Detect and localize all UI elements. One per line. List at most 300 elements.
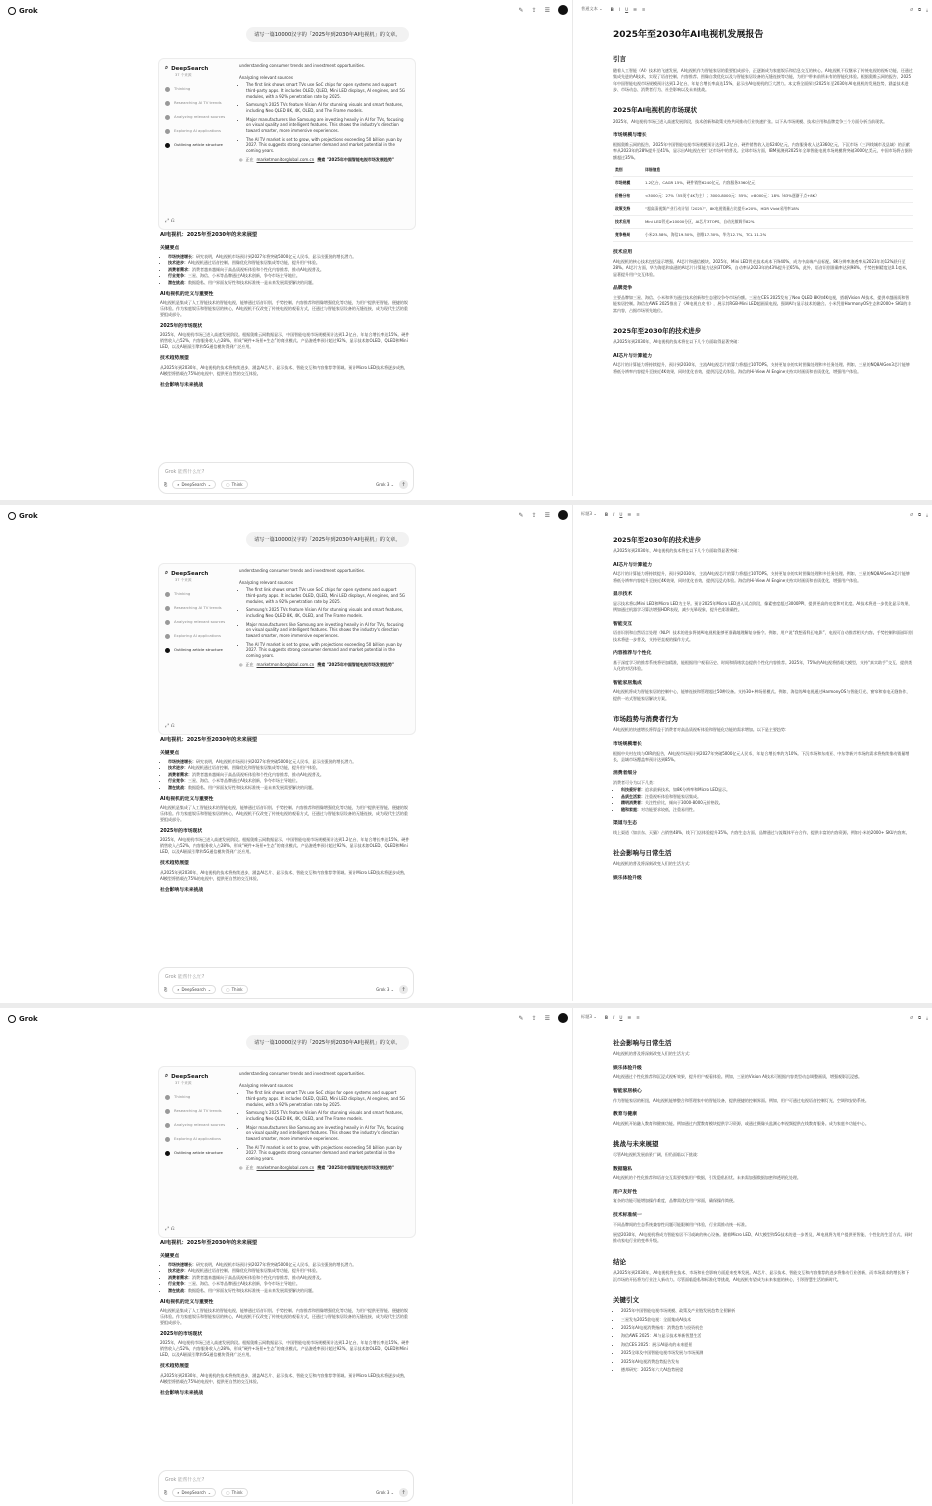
browsing-site[interactable]: marketmonitorglobal.com.cn	[256, 156, 315, 162]
table-cell: 价格分布	[613, 190, 643, 203]
key-points-heading: 关键要点	[160, 750, 180, 756]
share-icon[interactable]: ⇪	[531, 6, 537, 14]
doc-paragraph: AI芯片的计算能力将持续提升，预计到2030年，主流AI电视芯片的算力将超过10TOPS。支持更复杂的实时图像处理和多任务处理。例如，三星的NQ8AIGen3芯片能够将低分辨率内容提升至接近4K效果，同时优化音效，提供沉浸式体验。海信的Hi-View AI Engine支持实时画质和音质优化，增强用户体验。	[613, 362, 910, 374]
think-toggle-label: Think	[231, 482, 243, 487]
table-header-cell: 类别	[613, 164, 643, 177]
expand-icon[interactable]: ⤢ ⎌	[165, 723, 175, 729]
doc-subheading: 智能家居核心	[613, 1088, 642, 1094]
doc-subheading: 显示技术	[613, 592, 633, 598]
section-text: 从2025年到2030年，AI电视机的技术将持续进步，涵盖AI芯片、显示技术、智能交互和内容推荐等领域。预计Micro LED技术将逐步成熟，AI模型将搭载在75%的电视中，提供更自然的交互体验。	[160, 869, 409, 881]
doc-paragraph: 消费者可分为以下几类：	[613, 779, 657, 785]
doc-subheading: 技术应用	[613, 250, 633, 256]
step-item[interactable]	[165, 86, 229, 92]
reference-link[interactable]: • 2025全球及中国智能电视市场发展与市场预测	[621, 1350, 913, 1356]
key-points-heading: 关键要点	[160, 245, 180, 251]
step-label: Outlining article structure	[174, 647, 223, 652]
doc-toolbar	[581, 1014, 928, 1020]
step-label: Researching AI TV trends	[174, 100, 222, 105]
key-point-text: 消费者越来越倾向于高品质视听体验和个性化内容推荐，推动AI电视普及。	[192, 266, 324, 272]
deepsearch-details	[239, 63, 407, 162]
answer	[160, 737, 410, 896]
deepsearch-bullets	[239, 82, 407, 153]
step-item[interactable]	[165, 605, 229, 611]
step-item[interactable]	[165, 1150, 229, 1156]
table-row	[613, 229, 913, 242]
document-pane	[573, 0, 932, 496]
doc-paragraph: 从2025年到2030年，AI电视机将在技术、市场和社会影响方面迎来变革发展。AI芯片、显示技术、智能交互和内容推荐的进步将推动行业创新，而市场需求的增长和下沉市场的开拓将为行业注入新动力。尽管面临隐私和标准化等挑战，AI电视机有望成为未来家庭的核心，引领智慧生活的新时代。	[613, 1270, 910, 1282]
think-toggle[interactable]	[221, 480, 247, 489]
copy-icon[interactable]: ⧉	[918, 1014, 922, 1020]
bullet-list-icon[interactable]: ☰	[633, 6, 637, 12]
key-point-text: 三星、海信、小米等品牌通过AI技术创新，争夺市场主导地位。	[188, 778, 300, 784]
attach-icon[interactable]: ⎘	[164, 482, 168, 487]
bold-button[interactable]: B	[604, 1014, 609, 1020]
deepsearch-details	[239, 568, 407, 667]
doc-subheading: 娱乐体验升级	[613, 1065, 642, 1071]
bullet-item: • The first link shows smart TVs use SoC chips for open systems and support third-party apps. It includes OLED, QLED, Mini LED displays, AI engines, and 5G modules, with a 92% penetration rate by 2025.	[246, 1090, 407, 1107]
avatar[interactable]	[558, 510, 568, 520]
doc-paragraph: 主要品牌如三星、海信、小米和华为通过技术创新和生态建设争夺市场份额。三星在CES 2025发布了Neo QLED 8K和4K电视，搭载Vision AI技术，提供卓越画质和智能家居控制。海信在AWE 2025推出了《AI电视白皮书》，展示其RGB-Mini LED超画质电视。强调AI与显示技术的融合。小米凭借HarmonyOS生态和2000+ SKU的丰富内容，占据市场领先地位。	[613, 294, 912, 313]
input-controls	[164, 480, 408, 489]
doc-heading: 结论	[613, 1257, 626, 1266]
italic-button[interactable]: I	[613, 1014, 615, 1020]
style-select[interactable]: 标题3 ⌄	[581, 1014, 597, 1019]
deepsearch-toggle[interactable]	[172, 985, 216, 994]
doc-heading: 市场趋势与消费者行为	[613, 715, 678, 724]
avatar[interactable]	[558, 1013, 568, 1023]
deepsearch-toggle[interactable]	[172, 480, 216, 489]
send-button[interactable]: ↑	[399, 480, 408, 489]
key-point-label: 行业竞争：	[168, 778, 188, 784]
edit-icon[interactable]: ✎	[518, 6, 524, 14]
doc-toolbar	[581, 6, 928, 12]
style-select-value: 标题3	[581, 1014, 593, 1019]
step-label: Outlining article structure	[174, 1150, 223, 1155]
think-toggle-label: Think	[231, 987, 243, 992]
section-heading: 2025年的市场现状	[160, 1332, 203, 1338]
table-cell: 政策支持	[613, 203, 643, 216]
segment-list	[613, 787, 913, 813]
bullet-list-icon[interactable]: ☰	[627, 1014, 632, 1020]
deepsearch-bullets	[239, 587, 407, 658]
numbered-list-icon[interactable]: ≡	[641, 6, 646, 12]
doc-paragraph: 尽管AI电视机发展前景广阔，但仍面临以下挑战：	[613, 1152, 701, 1158]
think-toggle[interactable]	[221, 1488, 247, 1497]
reference-link[interactable]: • 2025年AI电视消费指南：消费趋势与投资机会	[621, 1325, 913, 1331]
step-label: Thinking	[174, 1094, 191, 1099]
table-cell: 技术应用	[613, 216, 643, 229]
key-point-text: 数据隐私、用户界面友好性和技术标准统一是未来发展需要解决的问题。	[188, 279, 316, 285]
step-dot-icon	[165, 1123, 170, 1128]
style-select[interactable]: 标题3 ⌄	[581, 511, 597, 516]
table-row	[613, 177, 913, 190]
panel-2	[0, 505, 932, 1001]
key-point	[168, 785, 410, 791]
table-row	[613, 203, 913, 216]
user-message: 请写一篇10000汉字的「2025年到2030年AI电视机」的文章。	[246, 532, 409, 547]
browsing-status	[239, 157, 407, 163]
grok-brand[interactable]	[8, 1015, 38, 1023]
doc-paragraph: AI电视机的个性化推荐和语音交互需要收集用户数据，引发隐私担忧。未来需加强数据加密和透明化处理。	[613, 1175, 801, 1181]
deepsearch-panel	[158, 1066, 416, 1238]
doc-paragraph: AI电视通过个性化推荐和沉浸式视听效果，提升用户观看体验。例如，三星的Vision AI技术可根据内容类型动态调整画质，增强观影沉浸感。	[613, 1074, 863, 1080]
table-header	[613, 164, 913, 177]
key-point-label: 技术进步：	[168, 1268, 188, 1274]
table-row	[613, 216, 913, 229]
key-point-label: 潜在挑战：	[168, 784, 188, 790]
list-item-text: 关注性价比，倾向于3000-8000元价格段。	[645, 800, 723, 806]
chevron-down-icon: ⌄	[207, 987, 212, 992]
deepsearch-intro: understanding consumer trends and investment opportunities.	[239, 63, 365, 68]
key-point-label: 行业竞争：	[168, 1281, 188, 1287]
attach-icon[interactable]: ⎘	[164, 1490, 168, 1495]
share-icon[interactable]: ⇪	[531, 511, 537, 519]
copy-icon[interactable]: ⧉	[918, 511, 922, 517]
deepsearch-intro: understanding consumer trends and investment opportunities.	[239, 1071, 365, 1076]
step-item[interactable]	[165, 633, 229, 639]
step-check-icon	[165, 648, 170, 653]
step-item[interactable]	[165, 100, 229, 106]
expand-icon[interactable]: ⤢ ⎌	[165, 218, 175, 224]
section-text: AI电视机是集成了人工智能技术的智能电视，能够通过语音识别、手势控制、内容推荐和图像增强优化等功能，为用户提供更智能、便捷的娱乐体验。作为家庭娱乐和智能家居的核心，AI电视机不仅改变了传统电视的观看方式，还通过与智能家居设备的无缝连接，成为现代生活的重要组成部分。	[160, 300, 408, 318]
bold-button[interactable]: B	[610, 6, 614, 12]
step-item[interactable]	[165, 619, 229, 625]
section-text: 从2025年到2030年，AI电视机的技术将持续进步，涵盖AI芯片、显示技术、智能交互和内容推荐等领域。预计Micro LED技术将逐步成熟，AI模型将搭载在75%的电视中，提供更自然的交互体验。	[160, 1372, 409, 1384]
reference-link[interactable]: • 三星发布2025款电视：全面集成AI技术	[621, 1317, 913, 1323]
key-point-label: 消费者需求：	[168, 771, 192, 777]
globe-icon: ◎	[239, 156, 243, 162]
deepsearch-steps	[165, 1073, 229, 1156]
model-selector[interactable]: Grok 3 ⌄	[376, 482, 394, 487]
send-button[interactable]: ↑	[399, 1488, 408, 1497]
think-toggle[interactable]	[221, 985, 247, 994]
bullet-item: • Samsung's 2025 TVs feature Vision AI for stunning visuals and smart features, including Neo QLED 8K, 4K, OLED, and The Frame models.	[246, 102, 407, 113]
browsing-prefix: 正在	[245, 156, 254, 162]
deepsearch-panel	[158, 563, 416, 735]
list-item-text: 追求最新技术，如8K分辨率和Micro LED显示。	[645, 787, 731, 793]
list-item-label: 科技爱好者：	[621, 787, 645, 793]
chevron-down-icon: ⌄	[207, 482, 212, 487]
section-heading: 技术趋势展望	[160, 1364, 189, 1370]
underline-button[interactable]: U	[619, 511, 623, 517]
doc-subheading: 渠道与生态	[613, 820, 637, 826]
section-text: 2025年，AI电视机市场已进入高速发展阶段。根据奥维云网数据显示，中国智能电视市场规模预计达到1.2亿台，年复合增长率达15%。硬件销售收入占52%，内容服务收入占28%，形成“硬件+场景+生态”的商业模式。产品渗透率预计超过92%，显示技术如OLED、QLED和Mini LED，以及AI画质引擎和5G通信模块得到广泛应用。	[160, 1340, 410, 1358]
bullet-item: • The first link shows smart TVs use SoC chips for open systems and support third-party apps. It includes OLED, QLED, Mini LED displays, AI engines, and 5G modules, with a 92% penetration rate by 2025.	[246, 587, 407, 604]
input-controls	[164, 985, 408, 994]
history-icon[interactable]: ↺	[909, 511, 914, 517]
step-label: Analyzing relevant sources	[174, 1122, 226, 1127]
input-controls	[164, 1488, 408, 1497]
model-selector[interactable]: Grok 3 ⌄	[376, 1490, 394, 1495]
bullet-item: • Major manufacturers like Samsung are investing heavily in AI for TVs, focusing on visual quality and intelligent features. This shows the industry's direction toward smarter, more immersive experiences.	[246, 1125, 407, 1142]
document-body	[613, 1038, 913, 1375]
list-item-text: 对功能要求较低，注重易用性。	[641, 806, 697, 812]
list-item-label: 精明消费者：	[621, 800, 645, 806]
key-points	[160, 1262, 410, 1294]
reference-link[interactable]: • 海信AWE 2025：AI与显示技术革新智慧生活	[621, 1333, 913, 1339]
answer-title: AI电视机：2025年至2030年的未来展望	[160, 232, 258, 238]
browsing-site[interactable]: marketmonitorglobal.com.cn	[256, 661, 315, 667]
grok-brand[interactable]	[8, 512, 38, 520]
step-item[interactable]	[165, 1122, 229, 1128]
doc-paragraph: AI电视机的核心技术包括显示增强、AI芯片和通信模块。2025年，Mini LED背光技术成本下降40%，成为中高端产品标配。8K分辨率渗透率从2023年的12%跃升至28%。AI芯片方面，华为海思和高通的AI芯片计算能力达到3TOPS，自动率从2023年的43%提升至65%。此外，语音识别准确率达到98%，手势控制精度达0.1毫米，显著提升用户交互体验。	[613, 259, 911, 277]
list-item	[621, 807, 913, 813]
step-item[interactable]	[165, 647, 229, 653]
key-point-text: AI电视机通过语音控制、图像优化和智能家居集成等功能，提升用户体验。	[188, 1268, 320, 1274]
key-point-text: 消费者越来越倾向于高品质视听体验和个性化内容推荐，推动AI电视普及。	[192, 1274, 324, 1280]
doc-paragraph: 语音识别和自然语言处理（NLP）技术的进步将使AI电视机能够更准确地理解复杂指令。例如，用户说“我想看科幻电影”，电视可自动推荐相关内容。手势控制和面部识别技术将进一步普及，支持更直观的操作方式。	[613, 630, 913, 642]
step-item[interactable]	[165, 114, 229, 120]
key-point-text: 研究表明，AI电视机市场预计到2027年将突破5000亿元人民币，显示出强劲的增长潜力。	[196, 253, 357, 259]
send-button[interactable]: ↑	[399, 985, 408, 994]
history-icon[interactable]: ☰	[544, 511, 550, 519]
numbered-list-icon[interactable]: ≡	[636, 1014, 640, 1020]
deepsearch-title[interactable]	[165, 570, 229, 577]
doc-heading: 关键引文	[613, 1295, 639, 1304]
key-point-text: 数据隐私、用户界面友好性和技术标准统一是未来发展需要解决的问题。	[188, 1287, 316, 1293]
section-heading: AI电视机的定义与重要性	[160, 291, 214, 297]
chat-input[interactable]	[158, 462, 414, 494]
answer	[160, 232, 410, 391]
brand-name: Grok	[19, 512, 38, 520]
share-icon[interactable]: ⇪	[531, 1014, 537, 1022]
list-item-label: 随和家庭：	[621, 806, 641, 812]
key-point-label: 潜在挑战：	[168, 1287, 188, 1293]
key-points-heading: 关键要点	[160, 1253, 180, 1259]
history-icon[interactable]: ☰	[544, 1014, 550, 1022]
doc-subheading: 智能交互	[613, 621, 633, 627]
style-select-value: 普通文本	[581, 6, 598, 11]
doc-subheading: 智能家居集成	[613, 680, 642, 686]
key-point-label: 市场快速增长：	[168, 1261, 196, 1267]
top-toolbar	[519, 5, 568, 15]
deepsearch-details	[239, 1071, 407, 1170]
browsing-query: 搜索 "2025年中国智能电视市场发展趋势"	[317, 661, 394, 667]
step-dot-icon	[165, 115, 170, 120]
section-text: 2025年，AI电视机市场已进入高速发展阶段。根据奥维云网数据显示，中国智能电视市场规模预计达到1.2亿台，年复合增长率达15%。硬件销售收入占52%，内容服务收入占28%，形成“硬件+场景+生态”的商业模式。产品渗透率预计超过92%，显示技术如OLED、QLED和Mini LED，以及AI画质引擎和5G通信模块得到广泛应用。	[160, 837, 410, 855]
step-dot-icon	[165, 620, 170, 625]
deepsearch-heading: Analyzing relevant sources	[239, 74, 293, 80]
doc-heading: 社会影响与日常生活	[613, 848, 672, 857]
step-dot-icon	[165, 101, 170, 106]
italic-button[interactable]: I	[613, 511, 615, 517]
step-item[interactable]	[165, 128, 229, 134]
deepsearch-panel	[158, 58, 416, 230]
model-label: Grok 3	[376, 1490, 390, 1495]
step-item[interactable]	[165, 1136, 229, 1142]
doc-subheading: 消费者细分	[613, 771, 637, 777]
doc-heading: 引言	[613, 55, 626, 64]
edit-icon[interactable]: ✎	[518, 511, 524, 519]
key-point-text: 三星、海信、小米等品牌通过AI技术创新，争夺市场主导地位。	[188, 1281, 300, 1287]
numbered-list-icon[interactable]: ≡	[636, 511, 640, 517]
grok-brand[interactable]	[8, 7, 38, 15]
doc-subheading: AI芯片与计算能力	[613, 353, 653, 359]
deepsearch-toggle[interactable]	[172, 1488, 216, 1497]
doc-subheading: 品牌竞争	[613, 286, 633, 292]
key-point-label: 市场快速增长：	[168, 758, 196, 764]
doc-subheading: 教育与健康	[613, 1111, 637, 1117]
doc-subheading: 技术标准统一	[613, 1212, 642, 1218]
doc-paragraph: AI电视机的普及将深刻改变人们的生活方式：	[613, 861, 693, 867]
chat-pane	[0, 505, 573, 1001]
table-cell: “超高清视频产业行动计划（2025）”，8K电视销量占比提升≥20%，HDR Vivid采用率18%	[643, 203, 913, 216]
step-dot-icon	[165, 634, 170, 639]
document-title: 2025年至2030年AI电视机发展报告	[613, 30, 764, 40]
copy-icon[interactable]: ⧉	[918, 6, 922, 12]
section-heading: 社会影响与未来挑战	[160, 887, 204, 893]
download-icon[interactable]: ⤓	[926, 6, 928, 12]
attach-icon[interactable]: ⎘	[164, 987, 168, 992]
browsing-site[interactable]: marketmonitorglobal.com.cn	[256, 1164, 315, 1170]
deepsearch-label: DeepSearch	[171, 1073, 209, 1080]
search-icon: ⌕	[165, 65, 169, 71]
search-icon: ⌕	[177, 987, 180, 992]
expand-icon[interactable]: ⤢ ⎌	[165, 1226, 175, 1232]
style-select[interactable]: 普通文本 ⌄	[581, 6, 603, 11]
key-point-label: 技术进步：	[168, 260, 188, 266]
key-point	[168, 273, 410, 279]
avatar[interactable]	[558, 5, 568, 15]
document-pane	[573, 505, 932, 1001]
key-point-text: 消费者越来越倾向于高品质视听体验和个性化内容推荐，推动AI电视普及。	[192, 771, 324, 777]
section-text: 2025年，AI电视机市场已进入高速发展阶段。根据奥维云网数据显示，中国智能电视市场规模预计达到1.2亿台，年复合增长率达15%。硬件销售收入占52%，内容服务收入占28%，形成“硬件+场景+生态”的商业模式。产品渗透率预计超过92%，显示技术如OLED、QLED和Mini LED，以及AI画质引擎和5G通信模块得到广泛应用。	[160, 332, 410, 350]
history-icon[interactable]: ↺	[909, 6, 914, 12]
step-dot-icon	[165, 1109, 170, 1114]
user-message: 请写一篇10000汉字的「2025年到2030年AI电视机」的文章。	[246, 1035, 409, 1050]
bullet-item: • Samsung's 2025 TVs feature Vision AI for stunning visuals and smart features, including Neo QLED 8K, 4K, OLED, and The Frame models.	[246, 607, 407, 618]
deepsearch-label: DeepSearch	[171, 570, 209, 577]
reference-link[interactable]: • 2025年中国智能电视市场规模、政策及产业链发展趋势全景解析	[621, 1308, 913, 1314]
doc-paragraph: 显示技术将以Mini LED和Micro LED为主导。预计2025年Micro LED进入试点阶段，像素密度超过3000PPI，提供更高的亮度和对比度。AI技术将进一步优化显示效果，例如通过机器学习算法增强HDR表现，减少光晕现象，提升色彩准确性。	[613, 600, 913, 613]
key-point	[168, 765, 410, 771]
key-point	[168, 260, 410, 266]
user-message: 请写一篇10000汉字的「2025年到2030年AI电视机」的文章。	[246, 27, 409, 42]
download-icon[interactable]: ⤓	[926, 511, 928, 517]
key-point-label: 消费者需求：	[168, 266, 192, 272]
doc-paragraph: 基于深度学习的推荐系统将更加精准，能根据用户观看历史、时间和情绪状态提供个性化内容推荐。2025年，75%的AI电视将搭载大模型，支持“真实助手”交互，提供类人化的对话体验。	[613, 659, 913, 672]
doc-paragraph: 根据奥维云网的报告，2025年中国智能电视市场规模预计达到1.2亿台，硬件销售收入达6240亿元，内容服务收入达3360亿元，下沉市场（三四线城市及县域）的贡献率从2023年的28%提升至41%，显示出AI电视在更广泛市场中的普及。全球市场方面，IBM预测到2025年全球智能电视市场规模将突破3000亿美元，中国市场将占据份额超过35%。	[613, 141, 913, 160]
globe-icon: ◎	[239, 1164, 243, 1170]
bullet-item: • The AI TV market is set to grow, with projections exceeding 50 billion yuan by 2027. This suggests strong consumer demand and market potential in the coming years.	[246, 642, 407, 659]
doc-subheading: 数据隐私	[613, 1166, 633, 1172]
section-heading: 社会影响与未来挑战	[160, 1390, 204, 1396]
section-heading: 2025年的市场现状	[160, 829, 203, 835]
doc-subheading: 市场规模增长	[613, 741, 642, 747]
step-item[interactable]	[165, 142, 229, 148]
step-label: Exploring AI applications	[174, 633, 221, 638]
reference-link[interactable]: • 海信CES 2025：展示AI驱动的未来愿景	[621, 1342, 913, 1348]
model-selector[interactable]: Grok 3 ⌄	[376, 987, 394, 992]
underline-button[interactable]: U	[619, 1014, 623, 1020]
doc-paragraph: 从2025年到2030年，AI电视机的技术将在以下几个方面取得显著突破：	[613, 339, 742, 345]
panel-1	[0, 0, 932, 496]
input-placeholder: Grok 能帮什么忙?	[165, 470, 205, 475]
deepsearch-toggle-label: DeepSearch	[181, 1490, 206, 1495]
step-label: Outlining article structure	[174, 142, 223, 147]
section-heading: 2025年的市场现状	[160, 324, 203, 330]
step-dot-icon	[165, 592, 170, 597]
doc-heading: 社会影响与日常生活	[613, 1039, 672, 1047]
key-point-text: AI电视机通过语音控制、图像优化和智能家居集成等功能，提升用户体验。	[188, 260, 320, 266]
list-item-text: 注重视听体验和智能家居集成。	[645, 793, 701, 799]
bullet-item: • The AI TV market is set to grow, with projections exceeding 50 billion yuan by 2027. This suggests strong consumer demand and market potential in the coming years.	[246, 137, 407, 154]
step-item[interactable]	[165, 591, 229, 597]
key-point	[168, 1281, 410, 1287]
answer-title: AI电视机：2025年至2030年的未来展望	[160, 1240, 258, 1246]
list-item-label: 品质生活家：	[621, 793, 645, 799]
answer	[160, 1240, 410, 1399]
table-cell: <3000元：27%（55英寸4K为主）；3000-8000元：55%；>8000元：18%（63%逐渐于点+8K）	[643, 190, 913, 203]
sources-count: 37 个来源	[175, 1081, 192, 1085]
key-point-text: 数据隐私、用户界面友好性和技术标准统一是未来发展需要解决的问题。	[188, 784, 316, 790]
history-icon[interactable]: ☰	[544, 6, 550, 14]
chat-input[interactable]	[158, 1470, 414, 1502]
doc-paragraph: AI电视机的快速增长将得益于消费者对高品质视听体验和智能化功能的需求增加。以下是主要趋势：	[613, 727, 789, 733]
think-toggle-label: Think	[231, 1490, 243, 1495]
step-dot-icon	[165, 606, 170, 611]
step-item[interactable]	[165, 1108, 229, 1114]
chat-input[interactable]	[158, 967, 414, 999]
deepsearch-heading: Analyzing relevant sources	[239, 1082, 293, 1088]
step-label: Researching AI TV trends	[174, 605, 222, 610]
step-check-icon	[165, 143, 170, 148]
doc-heading: 2025年AI电视机的市场现状	[613, 106, 698, 115]
underline-button[interactable]: U	[625, 6, 629, 12]
bullet-item: • The AI TV market is set to grow, with projections exceeding 50 billion yuan by 2027. This suggests strong consumer demand and market potential in the coming years.	[246, 1145, 407, 1162]
key-point-text: 研究表明，AI电视机市场预计到2027年将突破5000亿元人民币，显示出强劲的增长潜力。	[196, 758, 357, 764]
bold-button[interactable]: B	[604, 511, 609, 517]
deepsearch-toggle-label: DeepSearch	[181, 987, 206, 992]
deepsearch-heading: Analyzing relevant sources	[239, 579, 293, 585]
step-label: Researching AI TV trends	[174, 1108, 222, 1113]
browsing-prefix: 正在	[245, 1164, 254, 1170]
doc-paragraph: 从2025年到2030年，AI电视机的技术将在以下几个方面取得显著突破：	[613, 548, 742, 554]
doc-paragraph: 线上渠道（如京东、天猫）占销售48%，线下门店体验提升35%。内容生态方面，品牌通过与流媒体平台合作，提供丰富的内容资源。例如小米的2000+ SKU内容库。	[613, 829, 910, 835]
step-label: Analyzing relevant sources	[174, 114, 226, 119]
step-label: Thinking	[174, 86, 191, 91]
market-table	[613, 164, 913, 242]
bulb-icon: ◌	[226, 1490, 230, 1495]
answer-title: AI电视机：2025年至2030年的未来展望	[160, 737, 258, 743]
table-cell: Mini LED背光≥10000分区，AI芯片3TOPS，自动光敏调节82%	[643, 216, 913, 229]
bullet-item: • The first link shows smart TVs use SoC chips for open systems and support third-party apps. It includes OLED, QLED, Mini LED displays, AI engines, and 5G modules, with a 92% penetration rate by 2025.	[246, 82, 407, 99]
deepsearch-label: DeepSearch	[171, 65, 209, 72]
deepsearch-title[interactable]	[165, 65, 229, 72]
input-placeholder: Grok 能帮什么忙?	[165, 1478, 205, 1483]
document-pane	[573, 1008, 932, 1504]
step-item[interactable]	[165, 1094, 229, 1100]
section-heading: AI电视机的定义与重要性	[160, 1299, 214, 1305]
table-header-cell: 详细信息	[643, 164, 913, 177]
doc-toolbar	[581, 511, 928, 517]
key-point-label: 消费者需求：	[168, 1274, 192, 1280]
bullet-list-icon[interactable]: ☰	[627, 511, 632, 517]
edit-icon[interactable]: ✎	[518, 1014, 524, 1022]
sources-count: 37 个来源	[175, 73, 192, 77]
download-icon[interactable]: ⤓	[926, 1014, 928, 1020]
reference-link[interactable]: • 2025年AI电视消费趋势报告发布	[621, 1359, 913, 1365]
sources-count: 37 个来源	[175, 578, 192, 582]
grok-logo-icon	[8, 7, 16, 15]
search-icon: ⌕	[177, 1490, 180, 1495]
italic-button[interactable]: I	[618, 6, 621, 12]
model-label: Grok 3	[376, 987, 390, 992]
history-icon[interactable]: ↺	[909, 1014, 914, 1020]
deepsearch-title[interactable]	[165, 1073, 229, 1080]
reference-link[interactable]: • 德邦研究：2025年六大AI趋势展望	[621, 1367, 913, 1373]
bullet-item: • Major manufacturers like Samsung are investing heavily in AI for TVs, focusing on visual quality and intelligent features. This shows the industry's direction toward smarter, more immersive experiences.	[246, 622, 407, 639]
